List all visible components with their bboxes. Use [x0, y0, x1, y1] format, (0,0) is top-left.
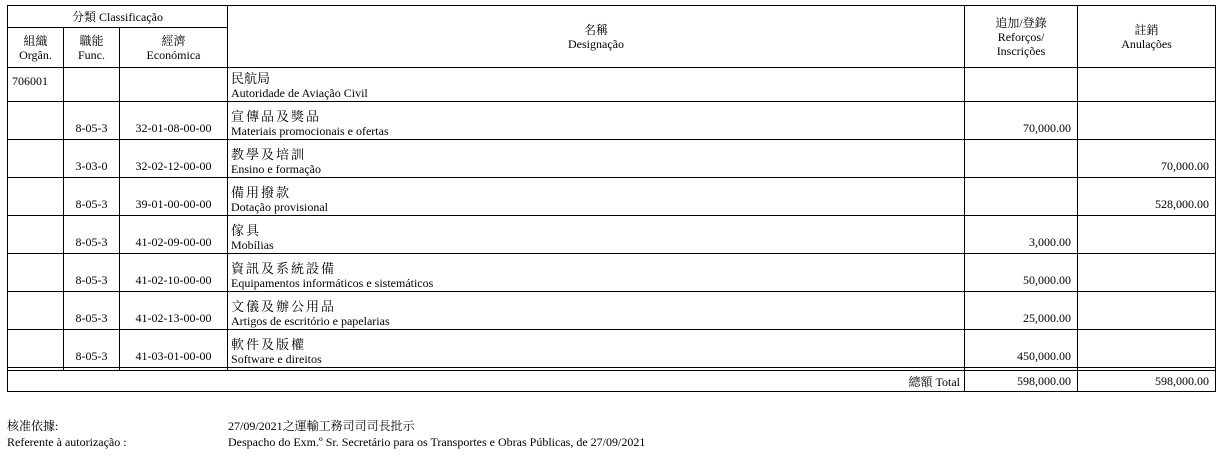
org-name-pt: Autoridade de Aviação Civil [231, 86, 368, 100]
func-code: 8-05-3 [64, 330, 120, 368]
org-cell [8, 140, 64, 178]
total-reforcos: 598,000.00 [965, 371, 1078, 392]
footer-value-pt: Despacho do Exm.º Sr. Secretário para os Transportes e Obras Públicas, de 27/09/2021 [228, 435, 646, 449]
func-header [64, 28, 120, 68]
row-reforcos: 70,000.00 [965, 102, 1078, 140]
table-row [8, 254, 1216, 292]
row-designation-zh: 宣傳品及獎品 [231, 109, 322, 124]
row-designation [228, 140, 965, 178]
row-designation-zh: 軟件及版權 [231, 337, 307, 352]
row-reforcos: 3,000.00 [965, 216, 1078, 254]
row-anulacoes [1078, 102, 1216, 140]
reforcos-header-pt1: Reforços/ [997, 29, 1045, 44]
eco-code: 39-01-00-00-00 [120, 178, 228, 216]
table-row [8, 102, 1216, 140]
func-header-zh: 職能 [79, 33, 104, 48]
org-cell [8, 330, 64, 368]
reforcos-header-pt2: Inscrições [996, 43, 1046, 58]
eco-code: 41-02-09-00-00 [120, 216, 228, 254]
reforcos-header-zh: 追加/登錄 [995, 15, 1047, 30]
row-reforcos: 450,000.00 [965, 330, 1078, 368]
eco-header-zh: 經濟 [161, 33, 186, 48]
row-designation-pt: Materiais promocionais e ofertas [231, 124, 389, 138]
org-header-zh: 組織 [23, 33, 48, 48]
row-designation-zh: 資訊及系統設備 [231, 261, 337, 276]
org-name-zh: 民航局 [231, 71, 271, 86]
row-anulacoes [1078, 254, 1216, 292]
row-reforcos [965, 178, 1078, 216]
row-reforcos: 25,000.00 [965, 292, 1078, 330]
table-row [8, 140, 1216, 178]
designation-header-pt: Designação [568, 36, 624, 51]
row-designation-pt: Mobílias [231, 238, 274, 252]
total-anulacoes: 598,000.00 [1078, 371, 1216, 392]
row-designation [228, 330, 965, 368]
eco-code: 41-03-01-00-00 [120, 330, 228, 368]
classification-header: 分類 Classificação [8, 6, 228, 28]
func-header-pt: Func. [78, 47, 105, 62]
eco-code: 41-02-13-00-00 [120, 292, 228, 330]
eco-cell-empty [120, 68, 228, 102]
footer-label-pt: Referente à autorização : [7, 435, 127, 449]
row-anulacoes [1078, 216, 1216, 254]
org-cell [8, 102, 64, 140]
row-reforcos: 50,000.00 [965, 254, 1078, 292]
org-cell [8, 292, 64, 330]
row-reforcos [965, 140, 1078, 178]
org-header [8, 28, 64, 68]
row-designation-zh: 備用撥款 [231, 185, 292, 200]
designation-header-zh: 名稱 [584, 22, 609, 37]
org-name [228, 68, 965, 102]
anulacoes-cell-empty [1078, 68, 1216, 102]
org-cell [8, 216, 64, 254]
func-code: 8-05-3 [64, 292, 120, 330]
anulacoes-header [1078, 6, 1216, 68]
budget-table [7, 5, 1216, 392]
row-designation-pt: Artigos de escritório e papelarias [231, 314, 390, 328]
func-code: 8-05-3 [64, 254, 120, 292]
row-designation-pt: Equipamentos informáticos e sistemáticos [231, 276, 434, 290]
func-code: 8-05-3 [64, 216, 120, 254]
eco-header-pt: Económica [146, 47, 201, 62]
row-designation [228, 292, 965, 330]
row-designation-pt: Dotação provisional [231, 200, 328, 214]
footer-label-zh: 核准依據: [7, 419, 59, 433]
eco-code: 32-02-12-00-00 [120, 140, 228, 178]
org-cell [8, 254, 64, 292]
reforcos-cell-empty [965, 68, 1078, 102]
row-anulacoes [1078, 292, 1216, 330]
row-designation-pt: Software e direitos [231, 352, 322, 366]
row-anulacoes: 70,000.00 [1078, 140, 1216, 178]
anulacoes-header-zh: 註銷 [1134, 22, 1159, 37]
org-header-pt: Orgân. [19, 47, 52, 62]
func-code: 8-05-3 [64, 178, 120, 216]
row-designation [228, 178, 965, 216]
row-designation [228, 254, 965, 292]
eco-code: 32-01-08-00-00 [120, 102, 228, 140]
eco-header [120, 28, 228, 68]
reforcos-header [965, 6, 1078, 68]
row-designation-zh: 傢具 [231, 223, 262, 238]
row-designation [228, 216, 965, 254]
row-designation [228, 102, 965, 140]
footer-value-zh: 27/09/2021之運輸工務司司司長批示 [228, 419, 415, 433]
designation-header [228, 6, 965, 68]
table-row [8, 330, 1216, 368]
org-code: 706001 [8, 68, 64, 102]
total-label: 總額 Total [8, 371, 965, 392]
func-code: 3-03-0 [64, 140, 120, 178]
eco-code: 41-02-10-00-00 [120, 254, 228, 292]
row-anulacoes: 528,000.00 [1078, 178, 1216, 216]
org-cell [8, 178, 64, 216]
table-row [8, 292, 1216, 330]
row-designation-pt: Ensino e formação [231, 162, 321, 176]
func-cell-empty [64, 68, 120, 102]
row-anulacoes [1078, 330, 1216, 368]
table-row [8, 216, 1216, 254]
table-row [8, 178, 1216, 216]
row-designation-zh: 教學及培訓 [231, 147, 307, 162]
func-code: 8-05-3 [64, 102, 120, 140]
anulacoes-header-pt: Anulações [1121, 36, 1172, 51]
row-designation-zh: 文儀及辦公用品 [231, 299, 337, 314]
